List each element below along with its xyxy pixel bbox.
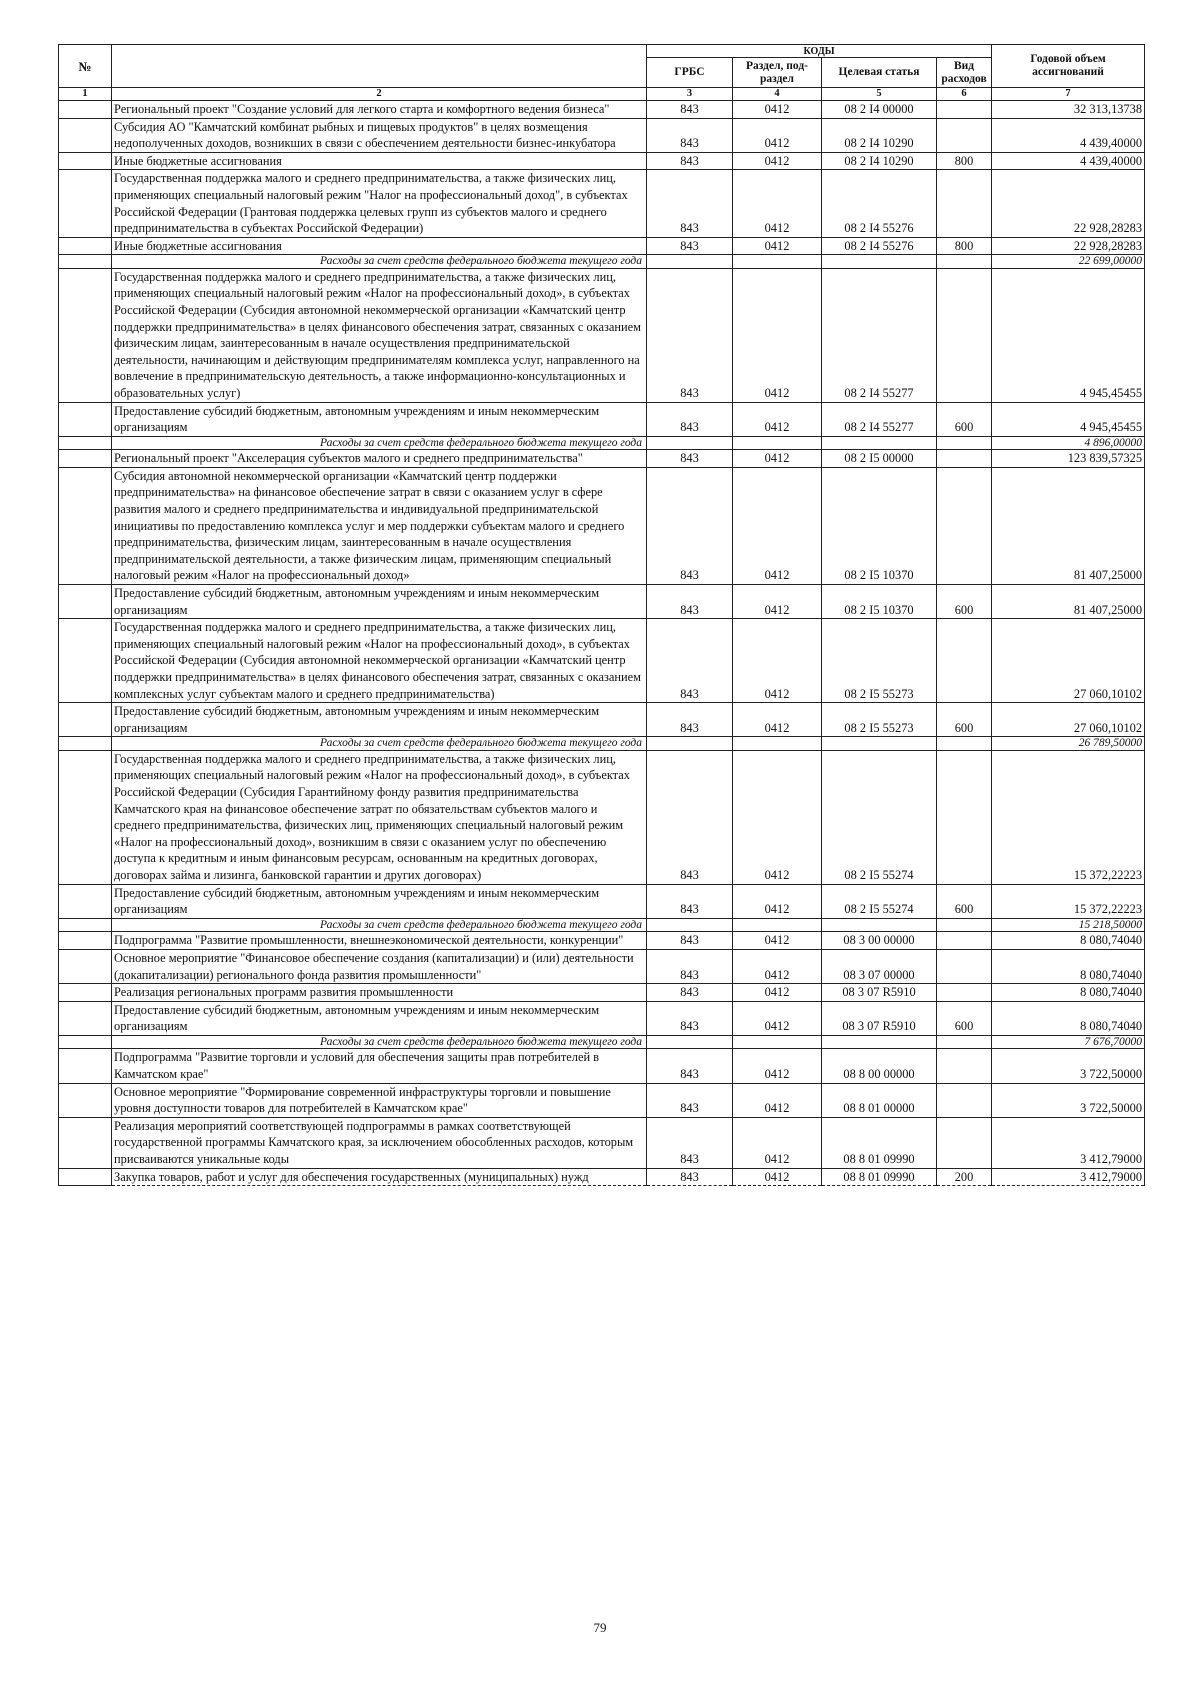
cell-amount: 4 439,40000	[992, 118, 1145, 152]
header-col-name	[112, 45, 647, 88]
cell-amount: 27 060,10102	[992, 703, 1145, 737]
cell-razdel: 0412	[733, 585, 822, 619]
cell-name: Основное мероприятие "Формирование современной инфраструктуры торговли и повышение уровня доступности товаров для потребителей в Камчатском крае"	[112, 1083, 647, 1117]
cell-number	[59, 237, 112, 255]
cell-number	[59, 1035, 112, 1049]
cell-target: 08 2 I4 55277	[822, 402, 937, 436]
cell-number	[59, 152, 112, 170]
table-row	[59, 268, 1145, 402]
cell-name: Основное мероприятие "Финансовое обеспечение создания (капитализации) и (или) деятельности (докапитализации) регионального фонда развития промышленности"	[112, 949, 647, 983]
header-num-2: 2	[112, 88, 647, 101]
cell-grbs: 843	[647, 450, 733, 468]
cell-name: Региональный проект "Акселерация субъектов малого и среднего предпринимательства"	[112, 450, 647, 468]
cell-name: Региональный проект "Создание условий для легкого старта и комфортного ведения бизнеса"	[112, 101, 647, 119]
cell-amount: 8 080,74040	[992, 932, 1145, 950]
table-row	[59, 884, 1145, 918]
table-row	[59, 1049, 1145, 1083]
cell-number	[59, 1083, 112, 1117]
cell-target	[822, 737, 937, 751]
cell-amount: 27 060,10102	[992, 619, 1145, 703]
cell-amount: 4 896,00000	[992, 436, 1145, 450]
table-row	[59, 170, 1145, 237]
cell-name: Расходы за счет средств федерального бюджета текущего года	[112, 737, 647, 751]
table-row	[59, 1083, 1145, 1117]
header-vid: Вид расходов	[937, 58, 992, 88]
cell-amount: 8 080,74040	[992, 1001, 1145, 1035]
cell-amount: 81 407,25000	[992, 585, 1145, 619]
table-row	[59, 101, 1145, 119]
cell-vid	[937, 1049, 992, 1083]
cell-target: 08 2 I5 10370	[822, 585, 937, 619]
cell-razdel	[733, 918, 822, 932]
header-num-4: 4	[733, 88, 822, 101]
cell-grbs	[647, 255, 733, 269]
cell-vid	[937, 949, 992, 983]
table-row	[59, 467, 1145, 584]
cell-target	[822, 918, 937, 932]
cell-name: Государственная поддержка малого и среднего предпринимательства, а также физических лиц, применяющих специальный налоговый режим "Налог на профессиональный доход", в субъектах Российской Федерации (Грантовая поддержка целевых групп из субъектов малого и среднего предпринимательства в субъектах Российской Федерации)	[112, 170, 647, 237]
cell-grbs: 843	[647, 984, 733, 1002]
cell-grbs: 843	[647, 118, 733, 152]
cell-number	[59, 918, 112, 932]
cell-razdel: 0412	[733, 101, 822, 119]
header-number-row	[59, 88, 1145, 101]
cell-vid	[937, 984, 992, 1002]
cell-vid	[937, 101, 992, 119]
cell-number	[59, 703, 112, 737]
cell-grbs: 843	[647, 101, 733, 119]
budget-table	[58, 44, 1145, 1186]
budget-table-sheet	[58, 44, 1144, 1186]
cell-target: 08 2 I5 55274	[822, 750, 937, 884]
cell-vid	[937, 1083, 992, 1117]
cell-name: Государственная поддержка малого и среднего предпринимательства, а также физических лиц, применяющих специальный налоговый режим «Налог на профессиональный доход», в субъектах Российской Федерации (Субсидия автономной некоммерческой организации «Камчатский центр поддержки предпринимательства» в целях финансового обеспечения затрат, связанных с оказанием комплексных услуг субъектам малого и среднего предпринимательства)	[112, 619, 647, 703]
cell-razdel	[733, 737, 822, 751]
cell-number	[59, 619, 112, 703]
cell-amount: 3 722,50000	[992, 1083, 1145, 1117]
cell-vid	[937, 118, 992, 152]
cell-number	[59, 402, 112, 436]
cell-name: Государственная поддержка малого и среднего предпринимательства, а также физических лиц, применяющих специальный налоговый режим «Налог на профессиональный доход», в субъектах Российской Федерации (Субсидия автономной некоммерческой организации «Камчатский центр поддержки предпринимательства» в целях финансового обеспечения затрат, связанных с оказанием физическим лицам, заинтересованным в начале осуществления предпринимательской деятельности, начинающим и действующим предпринимателям комплекса услуг, направленного на вовлечение в предпринимательскую деятельность, а также информационно-консультационных и образовательных услуг)	[112, 268, 647, 402]
table-row	[59, 932, 1145, 950]
cell-grbs: 843	[647, 152, 733, 170]
cell-name: Иные бюджетные ассигнования	[112, 237, 647, 255]
table-row-federal	[59, 918, 1145, 932]
cell-amount: 4 945,45455	[992, 402, 1145, 436]
header-codes: КОДЫ	[647, 45, 992, 58]
table-row	[59, 1001, 1145, 1035]
cell-name: Предоставление субсидий бюджетным, автономным учреждениям и иным некоммерческим организациям	[112, 585, 647, 619]
header-col-no: №	[59, 45, 112, 88]
cell-number	[59, 118, 112, 152]
cell-grbs	[647, 1035, 733, 1049]
cell-name: Иные бюджетные ассигнования	[112, 152, 647, 170]
cell-amount: 3 412,79000	[992, 1117, 1145, 1168]
cell-vid	[937, 1117, 992, 1168]
cell-name: Подпрограмма "Развитие промышленности, внешнеэкономической деятельности, конкуренции"	[112, 932, 647, 950]
cell-name: Государственная поддержка малого и среднего предпринимательства, а также физических лиц, применяющих специальный налоговый режим «Налог на профессиональный доход», в субъектах Российской Федерации (Субсидия Гарантийному фонду развития предпринимательства Камчатского края на финансовое обеспечение затрат по обязательствам субъектов малого и среднего предпринимательства, физических лиц, применяющих специальный налоговый режим «Налог на профессиональный доход», возникшим в связи с оказанием услуг по обеспечению доступа к кредитным и иным финансовым ресурсам, основанным на кредитных договорах, договорах займа и лизинга, банковской гарантии и других договорах)	[112, 750, 647, 884]
header-razdel: Раздел, под-раздел	[733, 58, 822, 88]
cell-number	[59, 1049, 112, 1083]
cell-target: 08 8 01 09990	[822, 1117, 937, 1168]
cell-vid	[937, 737, 992, 751]
cell-razdel	[733, 255, 822, 269]
cell-amount: 32 313,13738	[992, 101, 1145, 119]
cell-target: 08 2 I4 00000	[822, 101, 937, 119]
cell-target	[822, 1035, 937, 1049]
cell-amount: 3 722,50000	[992, 1049, 1145, 1083]
cell-amount: 4 945,45455	[992, 268, 1145, 402]
cell-target: 08 3 07 R5910	[822, 984, 937, 1002]
cell-razdel	[733, 436, 822, 450]
cell-amount: 15 218,50000	[992, 918, 1145, 932]
cell-vid	[937, 467, 992, 584]
cell-vid	[937, 170, 992, 237]
cell-target: 08 3 07 00000	[822, 949, 937, 983]
cell-target: 08 2 I5 00000	[822, 450, 937, 468]
cell-razdel: 0412	[733, 268, 822, 402]
cell-target: 08 2 I4 10290	[822, 152, 937, 170]
cell-amount: 22 928,28283	[992, 170, 1145, 237]
cell-target: 08 3 00 00000	[822, 932, 937, 950]
cell-grbs: 843	[647, 467, 733, 584]
cell-number	[59, 984, 112, 1002]
cell-vid: 600	[937, 1001, 992, 1035]
cell-vid: 800	[937, 237, 992, 255]
cell-target: 08 2 I4 10290	[822, 118, 937, 152]
cell-razdel	[733, 1035, 822, 1049]
cell-target: 08 8 01 09990	[822, 1168, 937, 1186]
cell-target: 08 2 I5 55273	[822, 703, 937, 737]
cell-amount: 7 676,70000	[992, 1035, 1145, 1049]
cell-number	[59, 1117, 112, 1168]
cell-vid	[937, 932, 992, 950]
cell-amount: 4 439,40000	[992, 152, 1145, 170]
cell-razdel: 0412	[733, 1117, 822, 1168]
header-target: Целевая статья	[822, 58, 937, 88]
cell-target: 08 2 I4 55276	[822, 237, 937, 255]
cell-number	[59, 450, 112, 468]
cell-grbs: 843	[647, 750, 733, 884]
cell-number	[59, 932, 112, 950]
table-row	[59, 703, 1145, 737]
cell-grbs: 843	[647, 619, 733, 703]
cell-name: Расходы за счет средств федерального бюджета текущего года	[112, 1035, 647, 1049]
cell-grbs: 843	[647, 1001, 733, 1035]
cell-vid	[937, 450, 992, 468]
cell-razdel: 0412	[733, 118, 822, 152]
cell-number	[59, 1168, 112, 1186]
cell-name: Субсидия АО "Камчатский комбинат рыбных и пищевых продуктов" в целях возмещения недополученных доходов, возникших в связи с обеспечением деятельности бизнес-инкубатора	[112, 118, 647, 152]
table-row	[59, 402, 1145, 436]
table-row-federal	[59, 255, 1145, 269]
table-row	[59, 450, 1145, 468]
cell-razdel: 0412	[733, 932, 822, 950]
header-num-5: 5	[822, 88, 937, 101]
cell-vid	[937, 619, 992, 703]
cell-razdel: 0412	[733, 1168, 822, 1186]
cell-number	[59, 585, 112, 619]
cell-razdel: 0412	[733, 1049, 822, 1083]
cell-number	[59, 467, 112, 584]
table-row	[59, 750, 1145, 884]
cell-razdel: 0412	[733, 237, 822, 255]
cell-razdel: 0412	[733, 750, 822, 884]
header-grbs: ГРБС	[647, 58, 733, 88]
cell-vid	[937, 255, 992, 269]
cell-vid: 600	[937, 402, 992, 436]
cell-name: Предоставление субсидий бюджетным, автономным учреждениям и иным некоммерческим организациям	[112, 703, 647, 737]
cell-number	[59, 949, 112, 983]
cell-grbs	[647, 918, 733, 932]
table-row	[59, 237, 1145, 255]
cell-number	[59, 255, 112, 269]
header-num-7: 7	[992, 88, 1145, 101]
cell-name: Расходы за счет средств федерального бюджета текущего года	[112, 918, 647, 932]
table-row	[59, 949, 1145, 983]
cell-razdel: 0412	[733, 619, 822, 703]
table-row	[59, 1117, 1145, 1168]
cell-grbs: 843	[647, 585, 733, 619]
cell-name: Предоставление субсидий бюджетным, автономным учреждениям и иным некоммерческим организациям	[112, 884, 647, 918]
cell-amount: 15 372,22223	[992, 884, 1145, 918]
cell-razdel: 0412	[733, 402, 822, 436]
table-row-federal	[59, 1035, 1145, 1049]
cell-grbs: 843	[647, 237, 733, 255]
header-annual: Годовой объем ассигнований	[992, 45, 1145, 88]
cell-amount: 15 372,22223	[992, 750, 1145, 884]
cell-target: 08 2 I4 55276	[822, 170, 937, 237]
cell-amount: 8 080,74040	[992, 949, 1145, 983]
cell-grbs: 843	[647, 1083, 733, 1117]
cell-amount: 22 699,00000	[992, 255, 1145, 269]
cell-number	[59, 1001, 112, 1035]
table-row	[59, 152, 1145, 170]
cell-amount: 3 412,79000	[992, 1168, 1145, 1186]
cell-target	[822, 436, 937, 450]
cell-amount: 22 928,28283	[992, 237, 1145, 255]
cell-name: Расходы за счет средств федерального бюджета текущего года	[112, 255, 647, 269]
cell-grbs: 843	[647, 1168, 733, 1186]
table-row-federal	[59, 436, 1145, 450]
cell-target: 08 2 I4 55277	[822, 268, 937, 402]
cell-grbs	[647, 737, 733, 751]
cell-name: Реализация мероприятий соответствующей подпрограммы в рамках соответствующей государственной программы Камчатского края, за исключением обособленных расходов, которым присваиваются уникальные коды	[112, 1117, 647, 1168]
cell-name: Предоставление субсидий бюджетным, автономным учреждениям и иным некоммерческим организациям	[112, 1001, 647, 1035]
cell-number	[59, 101, 112, 119]
cell-amount: 81 407,25000	[992, 467, 1145, 584]
cell-razdel: 0412	[733, 170, 822, 237]
cell-target: 08 2 I5 55274	[822, 884, 937, 918]
cell-vid	[937, 750, 992, 884]
cell-razdel: 0412	[733, 1083, 822, 1117]
cell-target	[822, 255, 937, 269]
cell-razdel: 0412	[733, 450, 822, 468]
cell-name: Расходы за счет средств федерального бюджета текущего года	[112, 436, 647, 450]
table-row	[59, 118, 1145, 152]
cell-grbs: 843	[647, 932, 733, 950]
cell-grbs: 843	[647, 949, 733, 983]
cell-grbs: 843	[647, 402, 733, 436]
cell-target: 08 2 I5 10370	[822, 467, 937, 584]
table-row	[59, 984, 1145, 1002]
table-row	[59, 1168, 1145, 1186]
cell-grbs	[647, 436, 733, 450]
cell-name: Предоставление субсидий бюджетным, автономным учреждениям и иным некоммерческим организациям	[112, 402, 647, 436]
cell-number	[59, 737, 112, 751]
cell-name: Субсидия автономной некоммерческой организации «Камчатский центр поддержки предпринимательства» на финансовое обеспечение затрат в связи с оказанием услуг в сфере развития малого и среднего предпринимательства и индивидуальной предпринимательской инициативы по предоставлению комплекса услуг и мер поддержки субъектам малого и среднего предпринимательства, физическим лицам, заинтересованным в начале осуществления предпринимательской деятельности, а также физическим лицам, применяющим специальный налоговый режим «Налог на профессиональный доход»	[112, 467, 647, 584]
cell-number	[59, 268, 112, 402]
cell-vid	[937, 1035, 992, 1049]
cell-razdel: 0412	[733, 949, 822, 983]
cell-grbs: 843	[647, 170, 733, 237]
cell-target: 08 8 00 00000	[822, 1049, 937, 1083]
cell-target: 08 3 07 R5910	[822, 1001, 937, 1035]
cell-target: 08 2 I5 55273	[822, 619, 937, 703]
cell-amount: 123 839,57325	[992, 450, 1145, 468]
cell-grbs: 843	[647, 268, 733, 402]
table-row	[59, 619, 1145, 703]
header-num-1: 1	[59, 88, 112, 101]
cell-vid: 600	[937, 703, 992, 737]
cell-grbs: 843	[647, 884, 733, 918]
cell-razdel: 0412	[733, 1001, 822, 1035]
table-row	[59, 585, 1145, 619]
cell-target: 08 8 01 00000	[822, 1083, 937, 1117]
cell-vid	[937, 436, 992, 450]
cell-name: Подпрограмма "Развитие торговли и условий для обеспечения защиты прав потребителей в Камчатском крае"	[112, 1049, 647, 1083]
cell-razdel: 0412	[733, 152, 822, 170]
page-number: 79	[593, 1620, 607, 1635]
cell-vid: 600	[937, 585, 992, 619]
cell-number	[59, 750, 112, 884]
cell-number	[59, 884, 112, 918]
table-body	[59, 101, 1145, 1186]
cell-name: Закупка товаров, работ и услуг для обеспечения государственных (муниципальных) нужд	[112, 1168, 647, 1186]
cell-razdel: 0412	[733, 984, 822, 1002]
cell-vid: 800	[937, 152, 992, 170]
table-header	[59, 45, 1145, 101]
cell-vid: 200	[937, 1168, 992, 1186]
cell-amount: 8 080,74040	[992, 984, 1145, 1002]
cell-razdel: 0412	[733, 884, 822, 918]
cell-razdel: 0412	[733, 467, 822, 584]
cell-grbs: 843	[647, 1117, 733, 1168]
header-num-6: 6	[937, 88, 992, 101]
cell-grbs: 843	[647, 703, 733, 737]
header-num-3: 3	[647, 88, 733, 101]
table-row-federal	[59, 737, 1145, 751]
cell-name: Реализация региональных программ развития промышленности	[112, 984, 647, 1002]
cell-amount: 26 789,50000	[992, 737, 1145, 751]
cell-number	[59, 436, 112, 450]
cell-vid	[937, 918, 992, 932]
cell-vid: 600	[937, 884, 992, 918]
cell-number	[59, 170, 112, 237]
cell-grbs: 843	[647, 1049, 733, 1083]
cell-vid	[937, 268, 992, 402]
cell-razdel: 0412	[733, 703, 822, 737]
